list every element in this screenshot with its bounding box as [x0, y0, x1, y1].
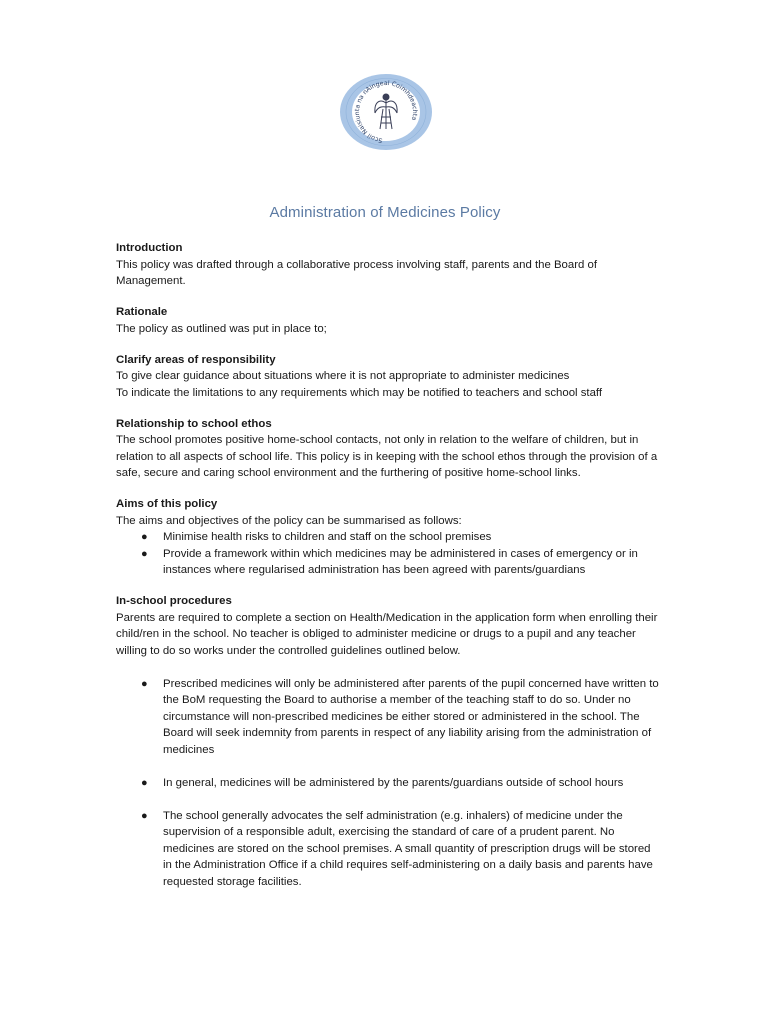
list-item-text: Provide a framework within which medicines may be administered in cases of emergency or in instances where regularised administration has been agreed with parents/guardians — [163, 547, 638, 576]
section-text: This policy was drafted through a collaborative process involving staff, parents and the Board of Management. — [116, 258, 597, 287]
aims-list — [116, 529, 661, 579]
section-procedures — [116, 593, 661, 890]
section-aims — [116, 496, 661, 579]
list-item — [116, 808, 661, 891]
school-crest-icon — [339, 73, 433, 151]
section-heading: Rationale — [116, 306, 168, 318]
policy-body — [116, 240, 661, 905]
section-heading: Introduction — [116, 242, 183, 254]
list-item — [116, 546, 661, 579]
section-text: Parents are required to complete a section on Health/Medication in the application form when enrolling their child/ren in the school. No teacher is obliged to administer medicine or drugs to a pupil and any teacher willing to do so works under the controlled guidelines outlined below. — [116, 611, 658, 657]
procedures-list — [116, 676, 661, 891]
list-item — [116, 775, 661, 792]
page-title: Administration of Medicines Policy — [269, 204, 501, 221]
bullet-icon: ● — [141, 809, 148, 822]
section-text: To give clear guidance about situations where it is not appropriate to administer medicines — [116, 370, 570, 382]
section-text: The policy as outlined was put in place to; — [116, 322, 327, 335]
list-item — [116, 529, 661, 546]
bullet-icon: ● — [141, 531, 148, 543]
section-rationale — [116, 304, 661, 337]
logo-ring-text: Scoil Naisiunta na nAingeal Coimhdeachta — [353, 79, 419, 144]
school-logo — [339, 73, 433, 151]
section-text: The school promotes positive home-school contacts, not only in relation to the welfare of children, but in relation to all aspects of school life. This policy is in keeping with the school ethos through the provision of a safe, secure and caring school environment and the furthering of positive home-school links. — [116, 434, 658, 479]
section-ethos — [116, 416, 661, 482]
section-text: To indicate the limitations to any requirements which may be notified to teachers and school staff — [116, 386, 603, 399]
list-item-text: Minimise health risks to children and staff on the school premises — [163, 531, 492, 543]
section-heading: Aims of this policy — [116, 498, 218, 510]
list-item-text: In general, medicines will be administered by the parents/guardians outside of school hours — [163, 776, 624, 789]
section-introduction — [116, 240, 661, 290]
section-clarify — [116, 352, 661, 402]
section-text: The aims and objectives of the policy can be summarised as follows: — [116, 514, 462, 527]
list-item-text: Prescribed medicines will only be administered after parents of the pupil concerned have written to the BoM requesting the Board to authorise a member of the teaching staff to do so. Under no circumstance will non-prescribed medicines be either stored or administered in the school. The Board will seek indemnity from parents in respect of any liability arising from the administration of medicines — [163, 677, 659, 756]
section-heading: Clarify areas of responsibility — [116, 353, 276, 366]
section-heading: Relationship to school ethos — [116, 417, 272, 430]
list-item — [116, 676, 661, 759]
section-heading: In-school procedures — [116, 595, 232, 607]
bullet-icon: ● — [141, 547, 148, 560]
bullet-icon: ● — [141, 776, 148, 789]
list-item-text: The school generally advocates the self administration (e.g. inhalers) of medicine under the supervision of a responsible adult, exercising the standard of care of a prudent parent. No medicines are stored on the school premises. A small quantity of prescription drugs will be stored in the Administration Office if a child requires self-administering on a daily basis and parents have requested storage facilities. — [163, 809, 653, 888]
bullet-icon: ● — [141, 677, 148, 690]
